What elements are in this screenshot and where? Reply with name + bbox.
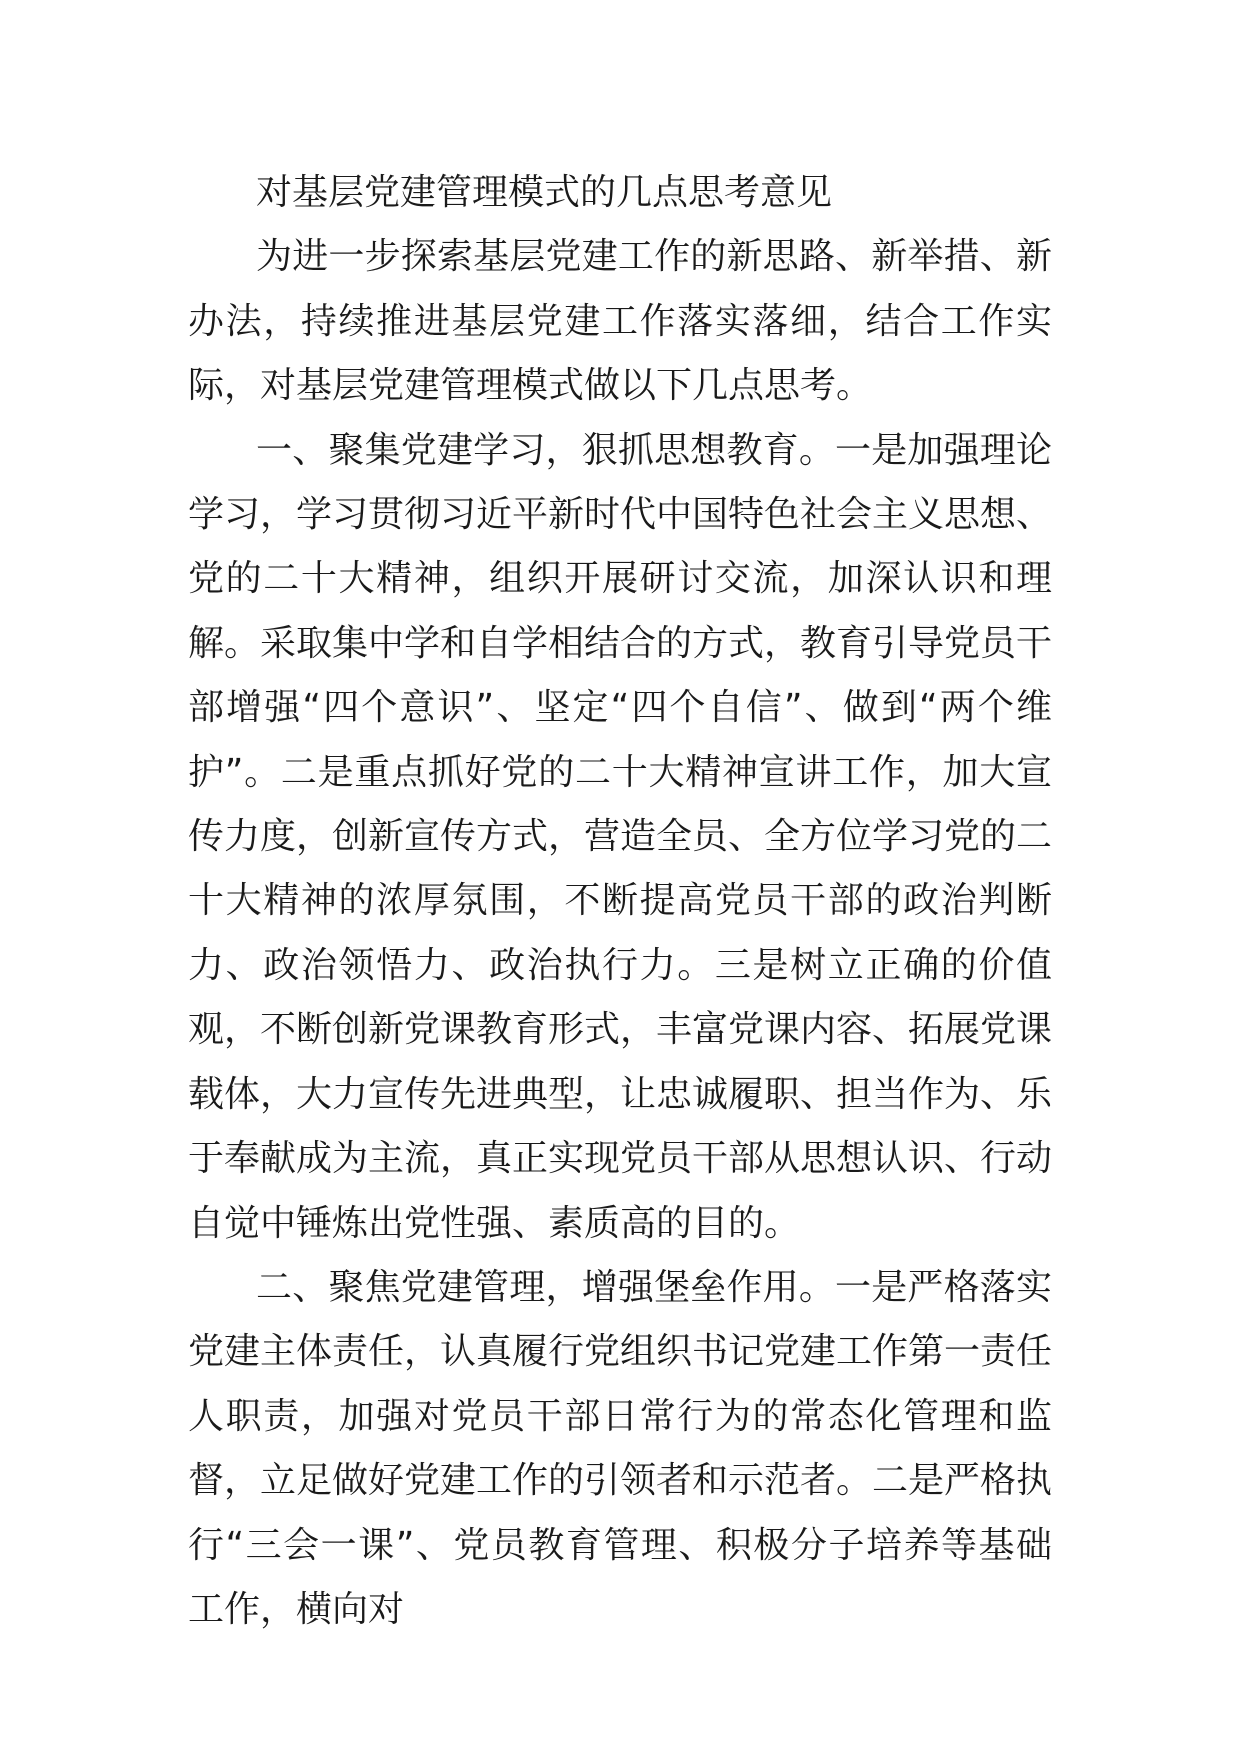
document-body [188,161,1052,1642]
document-title: 对基层党建管理模式的几点思考意见 [256,172,833,213]
paragraph-section-1: 一、聚集党建学习，狠抓思想教育。一是加强理论学习，学习贯彻习近平新时代中国特色社会主义思想、党的二十大精神，组织开展研讨交流，加深认识和理解。采取集中学和自学相结合的方式，教育引导党员干部增强“四个意识”、坚定“四个自信”、做到“两个维护”。二是重点抓好党的二十大精神宣讲工作，加大宣传力度，创新宣传方式，营造全员、全方位学习党的二十大精神的浓厚氛围，不断提高党员干部的政治判断力、政治领悟力、政治执行力。三是树立正确的价值观，不断创新党课教育形式，丰富党课内容、拓展党课载体，大力宣传先进典型，让忠诚履职、担当作为、乐于奉献成为主流，真正实现党员干部从思想认识、行动自觉中锤炼出党性强、素质高的目的。 [188,429,1053,1244]
paragraph-section-2: 二、聚焦党建管理，增强堡垒作用。一是严格落实党建主体责任，认真履行党组织书记党建工作第一责任人职责，加强对党员干部日常行为的常态化管理和监督，立足做好党建工作的引领者和示范者。二是严格执行“三会一课”、党员教育管理、积极分子培养等基础工作，横向对 [188,1266,1053,1630]
paragraph-intro: 为进一步探索基层党建工作的新思路、新举措、新办法，持续推进基层党建工作落实落细，结合工作实际，对基层党建管理模式做以下几点思考。 [188,236,1052,407]
